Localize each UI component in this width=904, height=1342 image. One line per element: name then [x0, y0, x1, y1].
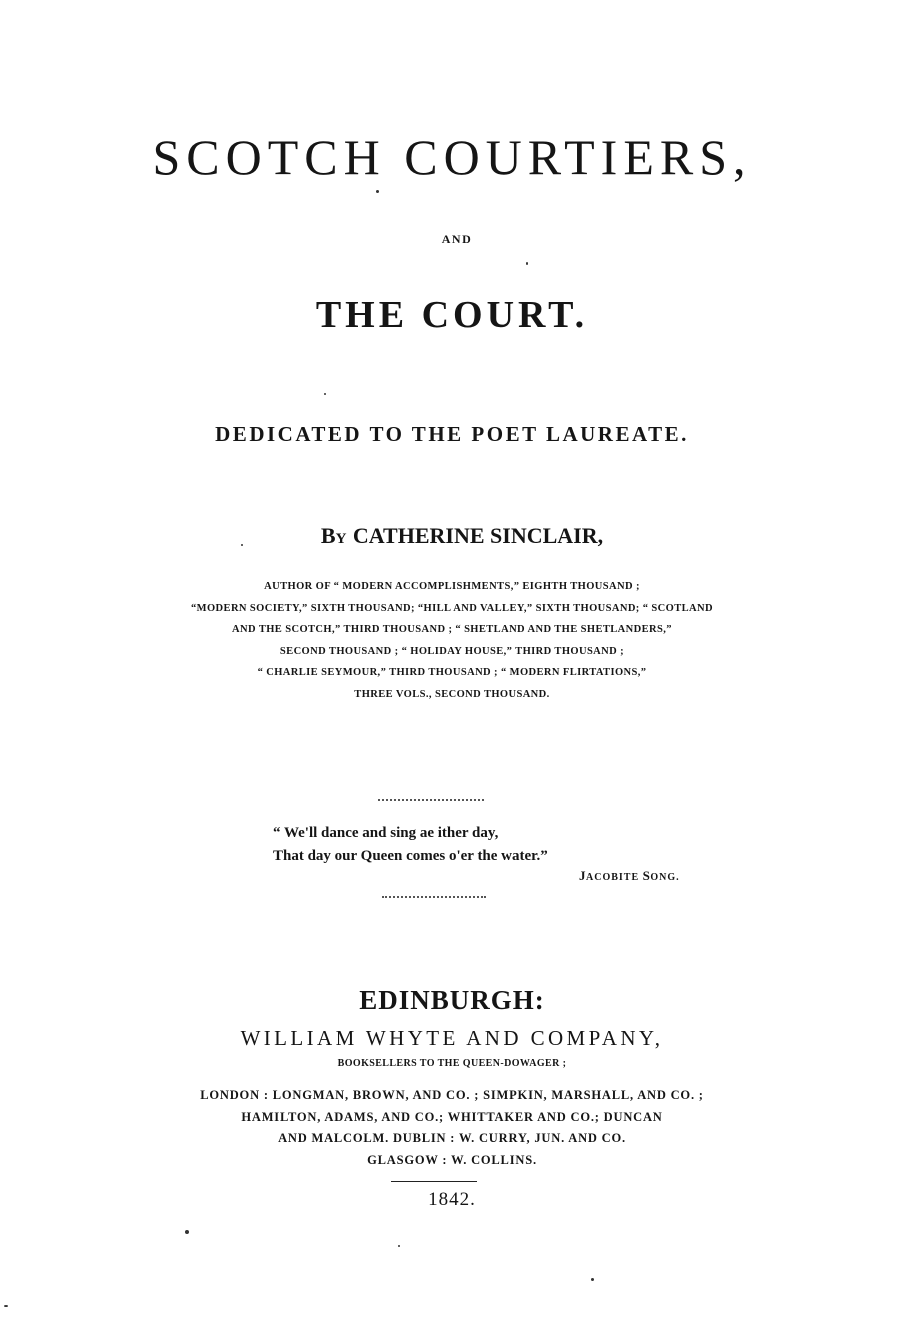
attribution-initial-s: S [642, 868, 651, 883]
dedication-line: DEDICATED TO THE POET LAUREATE. [215, 422, 689, 446]
author-works-list [0, 576, 904, 705]
attribution-initial-j: J [579, 868, 586, 883]
epigraph-line-2: That day our Queen comes o'er the water.” [273, 848, 548, 864]
distributors-line: AND MALCOLM. DUBLIN : W. CURRY, JUN. AND CO. [278, 1131, 626, 1145]
works-line: AUTHOR OF “ MODERN ACCOMPLISHMENTS,” EIGHTH THOUSAND ; [264, 581, 640, 592]
epigraph [273, 822, 548, 868]
scan-speck [591, 1278, 594, 1281]
epigraph-attribution [579, 868, 680, 884]
works-line: AND THE SCOTCH,” THIRD THOUSAND ; “ SHETLAND AND THE SHETLANDERS,” [232, 624, 672, 635]
distributors-line: HAMILTON, ADAMS, AND CO.; WHITTAKER AND CO.; DUNCAN [241, 1109, 663, 1124]
works-line: “ CHARLIE SEYMOUR,” THIRD THOUSAND ; “ MODERN FLIRTATIONS,” [257, 667, 647, 678]
author-by-rest: Y [335, 531, 348, 547]
year-rule [391, 1181, 477, 1182]
author-line [0, 523, 904, 549]
works-line: SECOND THOUSAND ; “ HOLIDAY HOUSE,” THIRD THOUSAND ; [279, 645, 625, 657]
title-conjunction: AND [441, 232, 473, 246]
book-title: SCOTCH COURTIERS, [152, 129, 752, 185]
ornamental-rule-top [378, 799, 484, 801]
ornamental-rule-bottom [382, 896, 486, 898]
scan-speck [185, 1230, 189, 1234]
scan-speck [4, 1305, 8, 1307]
publication-year: 1842. [428, 1189, 476, 1210]
scan-speck [324, 393, 326, 395]
author-name: CATHERINE SINCLAIR, [352, 523, 604, 548]
scan-speck [241, 544, 243, 546]
attribution-rest-2: ONG. [650, 872, 680, 883]
scan-speck [398, 1245, 400, 1247]
epigraph-line-1: “ We'll dance and sing ae ither day, [273, 825, 499, 841]
author-by-initial: B [320, 523, 336, 548]
imprint-publisher: WILLIAM WHYTE AND COMPANY, [240, 1026, 664, 1050]
distributors-line: LONDON : LONGMAN, BROWN, AND CO. ; SIMPKIN, MARSHALL, AND CO. ; [200, 1088, 704, 1102]
scan-speck [526, 262, 528, 265]
imprint-distributors [0, 1085, 904, 1171]
attribution-rest-1: ACOBITE [586, 872, 643, 883]
works-line: THREE VOLS., SECOND THOUSAND. [354, 688, 550, 700]
distributors-line: GLASGOW : W. COLLINS. [367, 1152, 537, 1167]
scan-speck [376, 190, 379, 193]
works-line: “MODERN SOCIETY,” SIXTH THOUSAND; “HILL AND VALLEY,” SIXTH THOUSAND; “ SCOTLAND [191, 602, 713, 614]
book-subtitle: THE COURT. [315, 294, 589, 336]
imprint-booksellers: BOOKSELLERS TO THE QUEEN-DOWAGER ; [337, 1058, 567, 1069]
imprint-city: EDINBURGH: [359, 985, 545, 1015]
